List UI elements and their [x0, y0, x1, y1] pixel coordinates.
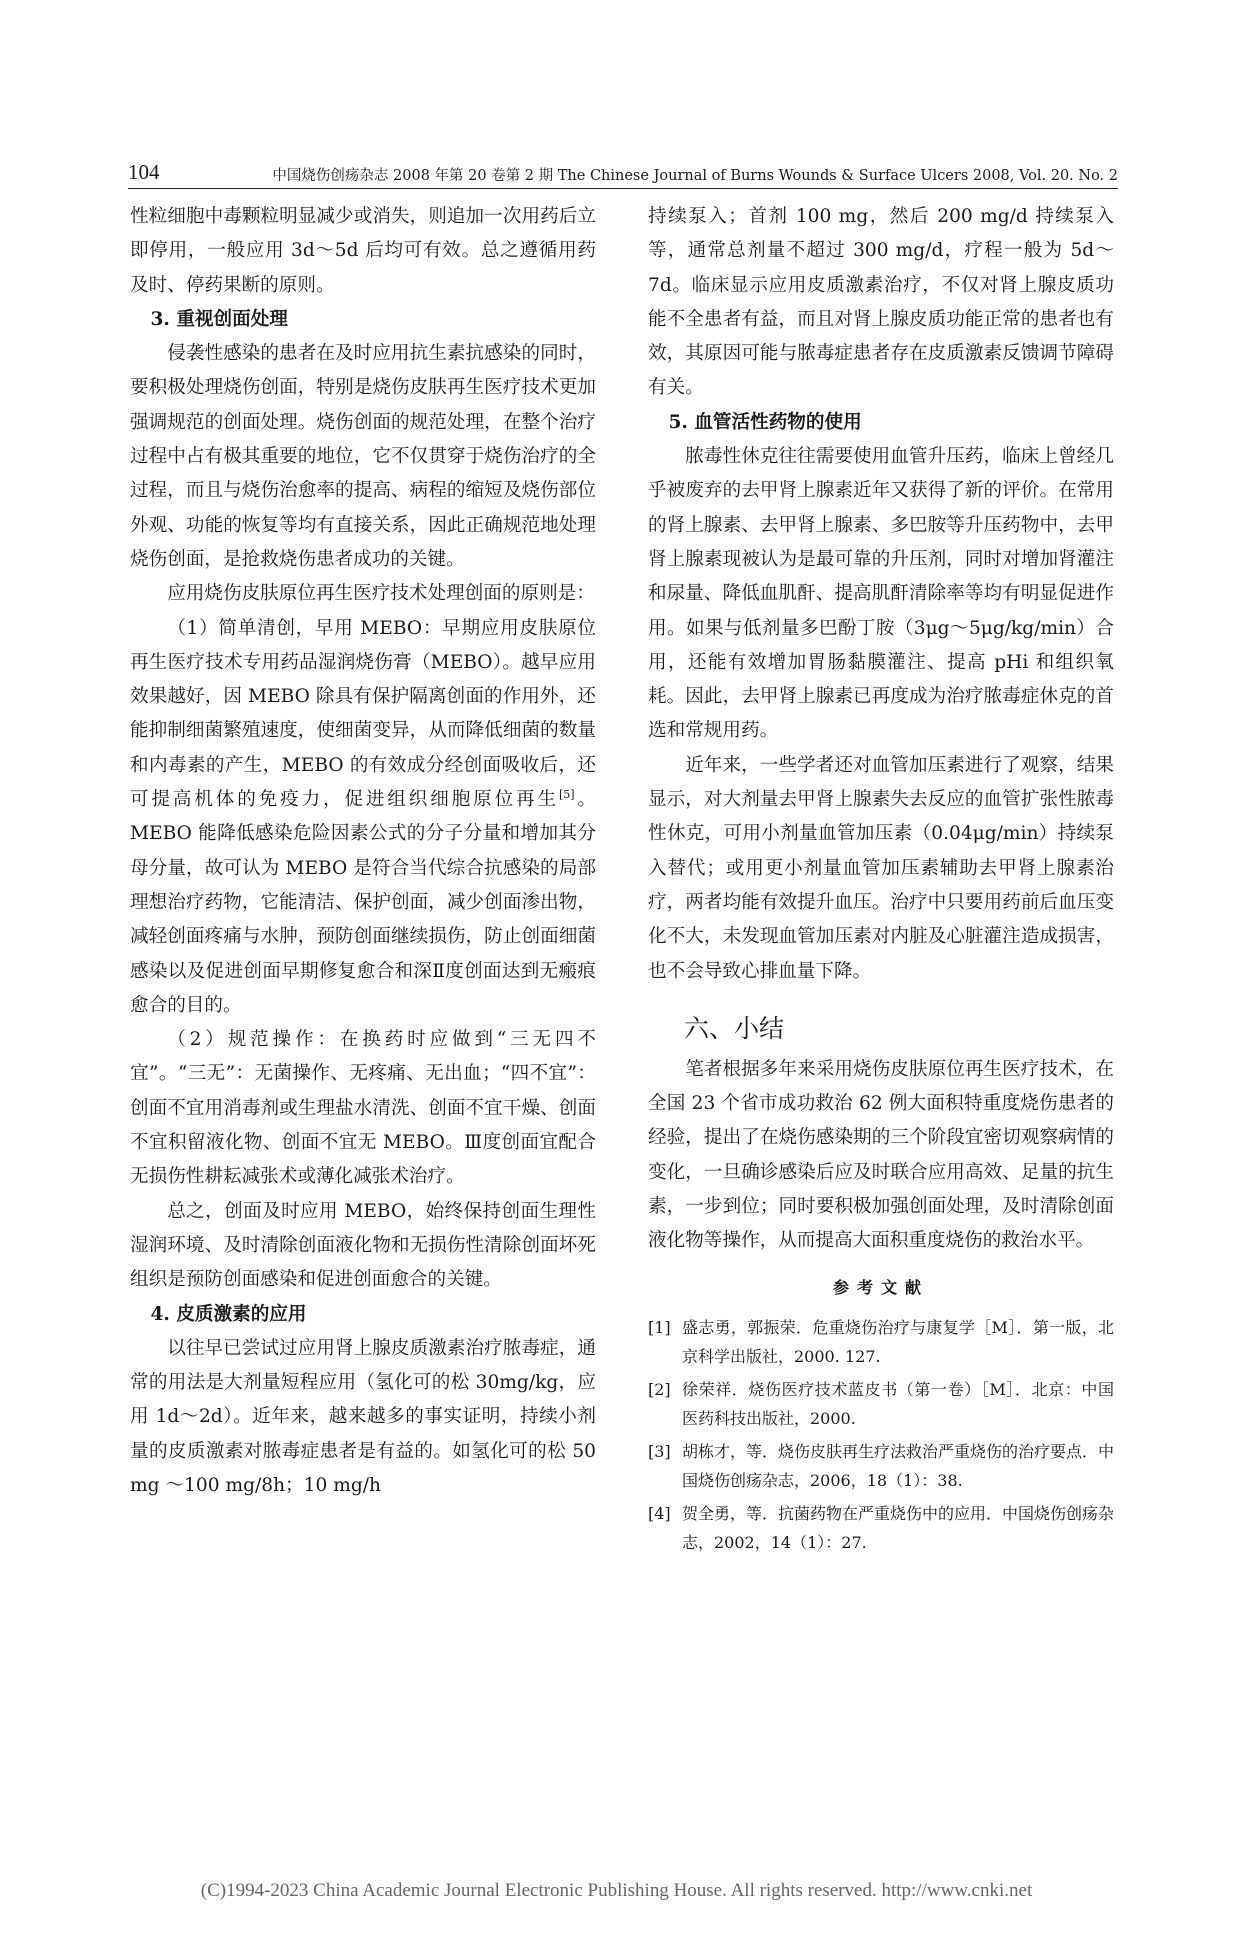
reference-text: 徐荣祥．烧伤医疗技术蓝皮书（第一卷）［M］．北京：中国医药科技出版社，2000. [682, 1379, 1114, 1428]
section-heading: 六、小结 [684, 1013, 785, 1043]
reference-number: [2] [648, 1379, 671, 1399]
paragraph: （2）规范操作：在换药时应做到“三无四不宜”。“三无”：无菌操作、无疼痛、无出血；“四不宜”：创面不宜用消毒剂或生理盐水清洗、创面不宜干燥、创面不宜积留液化物、创面不宜无 MEBO。Ⅲ度创面宜配合无损伤性耕耘减张术或薄化减张术治疗。 [130, 1029, 596, 1188]
page-number: 104 [128, 160, 160, 184]
header-rule [128, 188, 1118, 189]
reference-item [648, 1313, 1114, 1371]
paragraph: 侵袭性感染的患者在及时应用抗生素抗感染的同时，要积极处理烧伤创面，特别是烧伤皮肤再生医疗技术更加强调规范的创面处理。烧伤创面的规范处理，在整个治疗过程中占有极其重要的地位，它不仅贯穿于烧伤治疗的全过程，而且与烧伤治愈率的提高、病程的缩短及烧伤部位外观、功能的恢复等均有直接关系，因此正确规范地处理烧伤创面，是抢救烧伤患者成功的关键。 [130, 343, 596, 570]
paragraph: 应用烧伤皮肤原位再生医疗技术处理创面的原则是： [167, 583, 595, 605]
reference-text: 盛志勇，郭振荣．危重烧伤治疗与康复学［M］．第一版，北京科学出版社，2000. 127. [682, 1317, 1114, 1366]
paragraph: 总之，创面及时应用 MEBO，始终保持创面生理性湿润环境、及时清除创面液化物和无损伤性清除创面坏死组织是预防创面感染和促进创面愈合的关键。 [130, 1200, 596, 1291]
reference-number: [4] [648, 1503, 671, 1523]
subheading: 3. 重视创面处理 [150, 308, 288, 330]
paragraph-text: 。MEBO 能降低感染危险因素公式的分子分量和增加其分母分量，故可认为 MEBO 是符合当代综合抗感染的局部理想治疗药物，它能清洁、保护创面，减少创面渗出物，减轻创面疼痛与水肿，预防创面继续损伤，防止创面细菌感染以及促进创面早期修复愈合和深Ⅱ度创面达到无瘢痕愈合的目的。 [130, 789, 596, 1016]
copyright-footer: (C)1994-2023 China Academic Journal Electronic Publishing House. All rights reserved. http://www.cnki.net [200, 1880, 1033, 1901]
reference-number: [3] [648, 1441, 671, 1461]
page-header [128, 160, 1118, 188]
paragraph: 笔者根据多年来采用烧伤皮肤原位再生医疗技术，在全国 23 个省市成功救治 62 例大面积特重度烧伤患者的经验，提出了在烧伤感染期的三个阶段宜密切观察病情的变化，一旦确诊感染后应及时联合应用高效、足量的抗生素，一步到位；同时要积极加强创面处理，及时清除创面液化物等操作，从而提高大面积重度烧伤的救治水平。 [648, 1058, 1114, 1252]
paragraph: 近年来，一些学者还对血管加压素进行了观察，结果显示，对大剂量去甲肾上腺素失去反应的血管扩张性脓毒性休克，可用小剂量血管加压素（0.04μg/min）持续泵入替代；或用更小剂量血管加压素辅助去甲肾上腺素治疗，两者均能有效提升血压。治疗中只要用药前后血压变化不大，未发现血管加压素对内脏及心脏灌注造成损害，也不会导致心排血量下降。 [648, 754, 1114, 982]
references-title: 参考文献 [832, 1277, 929, 1297]
reference-number: [1] [648, 1317, 671, 1337]
subheading: 4. 皮质激素的应用 [150, 1303, 307, 1325]
paragraph-text: （1）简单清创，早用 MEBO：早期应用皮肤原位再生医疗技术专用药品湿润烧伤膏（MEBO）。越早应用效果越好，因 MEBO 除具有保护隔离创面的作用外，还能抑制细菌繁殖速度，使细菌变异，从而降低细菌的数量和内毒素的产生，MEBO 的有效成分经创面吸收后，还可提高机体的免疫力，促进组织细胞原位再生 [130, 617, 596, 811]
reference-text: 贺全勇，等．抗菌药物在严重烧伤中的应用．中国烧伤创疡杂志，2002，14（1）：27. [682, 1503, 1115, 1552]
running-head: 中国烧伤创疡杂志 2008 年第 20 卷第 2 期 The Chinese Journal of Burns Wounds & Surface Ulcers 2008, Vol. 20. No. 2 [272, 168, 1118, 184]
reference-item [648, 1437, 1114, 1495]
paragraph: 脓毒性休克往往需要使用血管升压药，临床上曾经几乎被废弃的去甲肾上腺素近年又获得了新的评价。在常用的肾上腺素、去甲肾上腺素、多巴胺等升压药物中，去甲肾上腺素现被认为是最可靠的升压剂，同时对增加肾灌注和尿量、降低血肌酐、提高肌酐清除率等均有明显促进作用。如果与低剂量多巴酚丁胺（3μg～5μg/kg/min）合用，还能有效增加胃肠黏膜灌注、提高 pHi 和组织氧耗。因此，去甲肾上腺素已再度成为治疗脓毒症休克的首选和常规用药。 [648, 446, 1114, 742]
citation: [5] [558, 787, 575, 801]
paragraph: 性粒细胞中毒颗粒明显减少或消失，则追加一次用药后立即停用，一般应用 3d～5d 后均可有效。总之遵循用药及时、停药果断的原则。 [130, 206, 596, 296]
reference-list [648, 1313, 1114, 1557]
left-column [130, 200, 596, 1503]
paragraph: 以往早已尝试过应用肾上腺皮质激素治疗脓毒症，通常的用法是大剂量短程应用（氢化可的松 30mg/kg，应用 1d～2d）。近年来，越来越多的事实证明，持续小剂量的皮质激素对脓毒症患者是有益的。如氢化可的松 50 mg ～100 mg/8h；10 mg/h [130, 1337, 596, 1496]
reference-text: 胡栋才，等．烧伤皮肤再生疗法救治严重烧伤的治疗要点．中国烧伤创疡杂志，2006，18（1）：38. [682, 1441, 1115, 1490]
paragraph: 持续泵入；首剂 100 mg，然后 200 mg/d 持续泵入等，通常总剂量不超过 300 mg/d，疗程一般为 5d～7d。临床显示应用皮质激素治疗，不仅对肾上腺皮质功能不全患者有益，而且对肾上腺皮质功能正常的患者也有效，其原因可能与脓毒症患者存在皮质激素反馈调节障碍有关。 [648, 206, 1114, 399]
subheading: 5. 血管活性药物的使用 [668, 411, 862, 433]
paragraph [130, 612, 596, 1024]
reference-item [648, 1375, 1114, 1433]
reference-item [648, 1499, 1114, 1557]
right-column [648, 200, 1114, 1561]
